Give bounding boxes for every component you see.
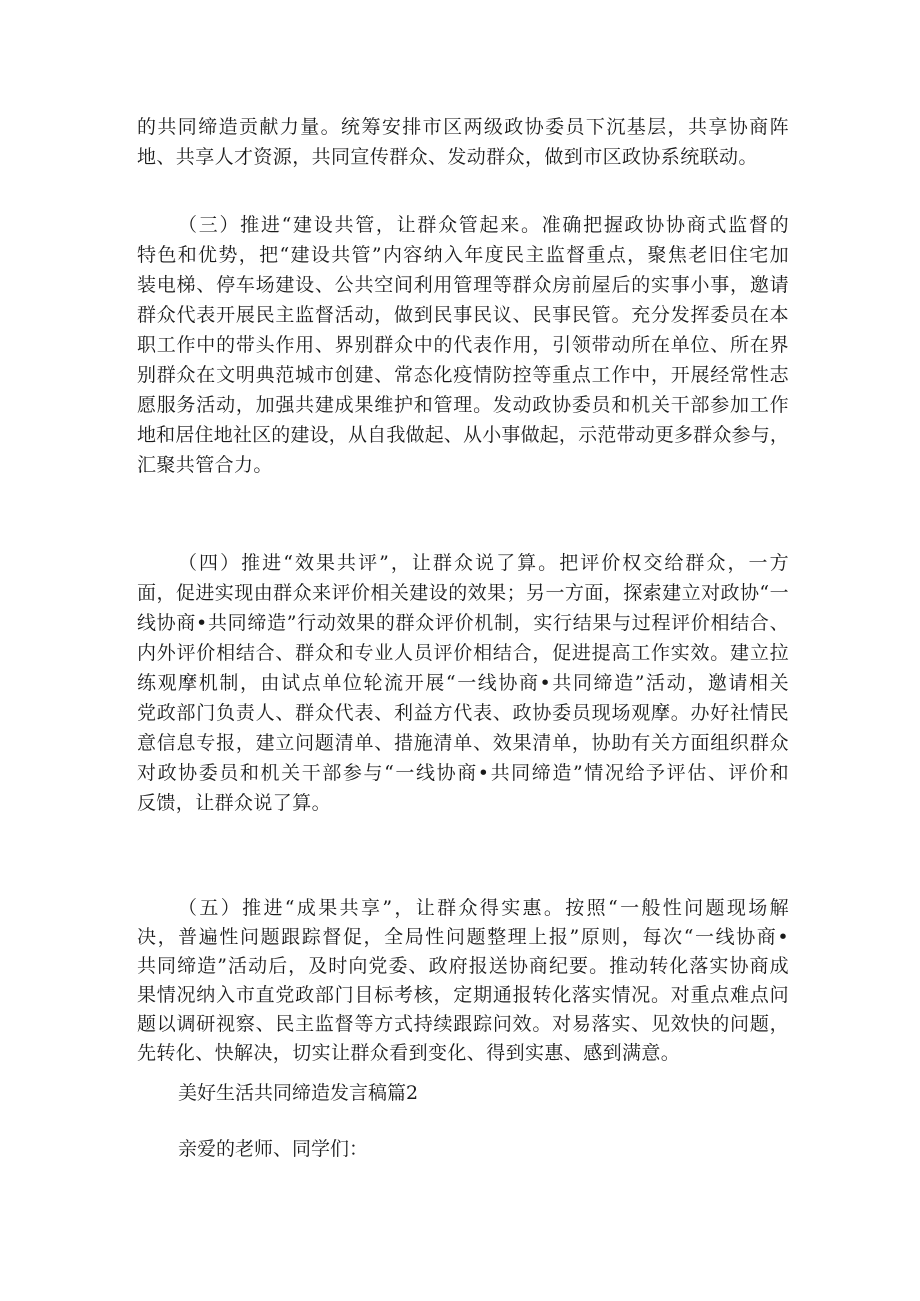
text-line: 意信息专报，建立问题清单、措施清单、效果清单，协助有关方面组织群众 [137,732,789,754]
section-heading: 美好生活共同缔造发言稿篇2 [178,1082,419,1104]
text-line: 线协商•共同缔造”行动效果的群众评价机制，实行结果与过程评价相结合、 [137,612,789,634]
text-line: （五）推进“成果共享”，让群众得实惠。按照“一般性问题现场解 [178,897,789,919]
paragraph-1 [137,112,789,172]
salutation: 亲爱的老师、同学们： [178,1138,369,1160]
text-line: 装电梯、停车场建设、公共空间利用管理等群众房前屋后的实事小事，邀请 [137,274,789,296]
paragraph-3 [137,548,789,818]
text-line: 职工作中的带头作用、界别群众中的代表作用，引领带动所在单位、所在界 [137,334,789,356]
text-line: 题以调研视察、民主监督等方式持续跟踪问效。对易落实、见效快的问题， [137,1013,789,1035]
text-line: 果情况纳入市直党政部门目标考核，定期通报转化落实情况。对重点难点问 [137,984,789,1006]
paragraph-2 [137,210,789,480]
text-line: 地、共享人才资源，共同宣传群众、发动群众，做到市区政协系统联动。 [137,146,758,168]
text-line: 的共同缔造贡献力量。统筹安排市区两级政协委员下沉基层，共享协商阵 [137,116,789,138]
text-line: 汇聚共管合力。 [137,454,273,476]
paragraph-4 [137,894,789,1068]
text-line: 面，促进实现由群众来评价相关建设的效果；另一方面，探索建立对政协“一 [137,582,789,604]
text-line: （四）推进“效果共评”，让群众说了算。把评价权交给群众，一方 [178,552,789,574]
text-line: 决，普遍性问题跟踪督促，全局性问题整理上报”原则，每次“一线协商• [137,926,789,948]
text-line: 地和居住地社区的建设，从自我做起、从小事做起，示范带动更多群众参与， [137,424,789,446]
text-line: 先转化、快解决，切实让群众看到变化、得到实惠、感到满意。 [137,1042,681,1064]
text-line: 反馈，让群众说了算。 [137,792,332,814]
text-line: 别群众在文明典范城市创建、常态化疫情防控等重点工作中，开展经常性志 [137,364,789,386]
text-line: （三）推进“建设共管，让群众管起来。准确把握政协协商式监督的 [178,214,789,236]
text-line: 特色和优势，把“建设共管”内容纳入年度民主监督重点，聚焦老旧住宅加 [137,244,789,266]
text-line: 练观摩机制，由试点单位轮流开展“一线协商•共同缔造”活动，邀请相关 [137,672,789,694]
text-line: 愿服务活动，加强共建成果维护和管理。发动政协委员和机关干部参加工作 [137,394,789,416]
text-line: 内外评价相结合、群众和专业人员评价相结合，促进提高工作实效。建立拉 [137,642,789,664]
text-line: 党政部门负责人、群众代表、利益方代表、政协委员现场观摩。办好社情民 [137,702,789,724]
text-line: 群众代表开展民主监督活动，做到民事民议、民事民管。充分发挥委员在本 [137,304,789,326]
text-line: 共同缔造”活动后，及时向党委、政府报送协商纪要。推动转化落实协商成 [137,955,789,977]
text-line: 对政协委员和机关干部参与“一线协商•共同缔造”情况给予评估、评价和 [137,762,789,784]
